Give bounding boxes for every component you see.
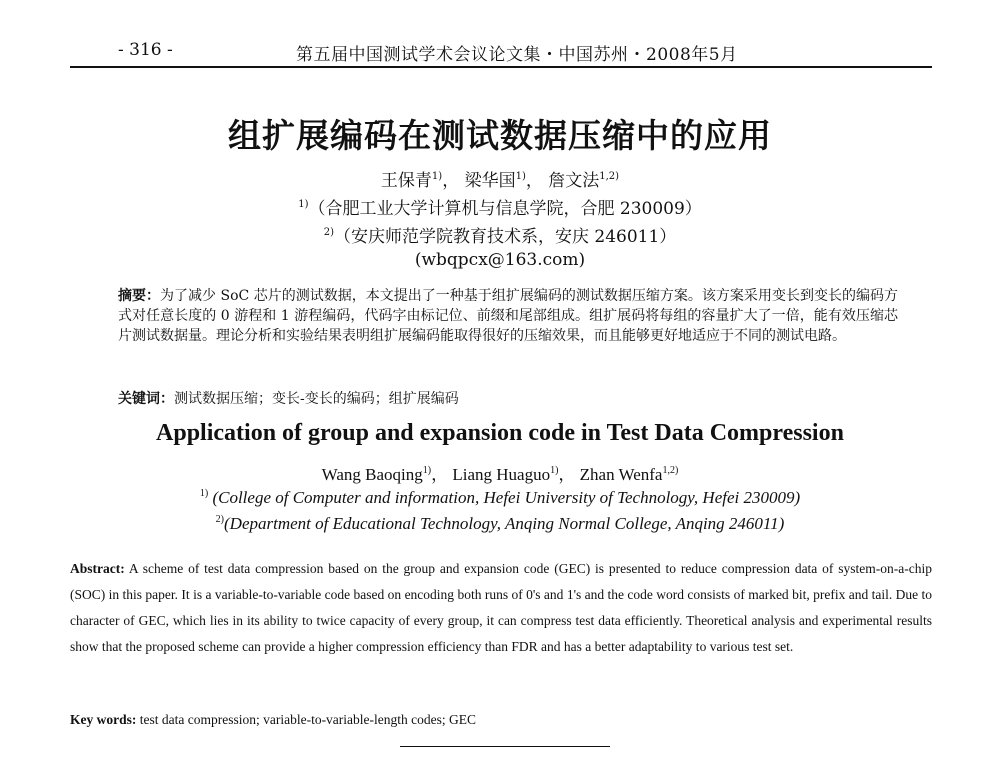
author-separator: ， — [431, 465, 449, 484]
affiliation-text: （合肥工业大学计算机与信息学院，合肥 230009） — [308, 199, 702, 219]
author-name: Liang Huaguo — [452, 465, 551, 484]
author-separator: ， — [558, 465, 576, 484]
author-name: 梁华国 — [464, 171, 516, 191]
author-separator: ， — [525, 171, 543, 191]
chinese-authors — [0, 166, 1000, 191]
english-abstract — [70, 556, 932, 660]
affiliation-sup: 1) — [298, 199, 309, 210]
author-email: (wbqpcx@163.com) — [414, 250, 586, 270]
chinese-abstract — [118, 286, 898, 346]
affiliation-text: (College of Computer and information, Hefei University of Technology, Hefei 230009) — [212, 488, 801, 507]
chinese-affiliation-2 — [0, 222, 1000, 247]
abstract-label: 摘要： — [118, 288, 161, 304]
keywords-label: 关键词： — [118, 391, 174, 407]
author-sup: 1) — [422, 465, 432, 476]
chinese-affiliation-1 — [0, 194, 1000, 219]
affiliation-sup: 2) — [215, 514, 224, 525]
author-name: Zhan Wenfa — [579, 465, 663, 484]
affiliation-text: (Department of Educational Technology, Anqing Normal College, Anqing 246011) — [224, 514, 785, 533]
journal-title: 第五届中国测试学术会议论文集・中国苏州・2008年5月 — [296, 45, 738, 65]
author-name: 王保青 — [380, 171, 432, 191]
keywords-text: test data compression; variable-to-variable-length codes; GEC — [139, 712, 477, 727]
page-number: - 316 - — [118, 40, 173, 60]
author-sup: 1,2) — [662, 465, 679, 476]
author-sup: 1,2) — [599, 171, 620, 182]
chinese-keywords — [118, 388, 898, 408]
keywords-label: Key words: — [70, 712, 137, 727]
page-header — [70, 36, 932, 68]
english-keywords — [70, 712, 932, 728]
author-sup: 1) — [550, 465, 559, 476]
affiliation-sup: 2) — [323, 227, 334, 238]
english-authors — [0, 460, 1000, 485]
english-affiliation-1 — [0, 488, 1000, 508]
abstract-text: A scheme of test data compression based on the group and expansion code (GEC) is presented to reduce compression data of system-on-a-chip (SOC) in this paper. It is a variable-to-variable code based on encoding both runs of 0's and 1's and the code word consists of marked bit, prefix and tail. Due to character of GEC, which lies in its ability to twice capacity of every group, it can compress test data efficiently. Theoretical analysis and experimental results show that the proposed scheme can provide a higher compression efficiency than FDR and has a better adaptability to various test set. — [70, 561, 932, 654]
author-sup: 1) — [431, 171, 443, 182]
abstract-label: Abstract: — [70, 561, 125, 576]
author-sup: 1) — [515, 171, 526, 182]
english-title: Application of group and expansion code in Test Data Compression — [156, 420, 844, 446]
author-separator: ， — [442, 171, 460, 191]
affiliation-sup: 1) — [199, 488, 209, 499]
english-affiliation-2 — [0, 514, 1000, 534]
affiliation-text: （安庆师范学院教育技术系，安庆 246011） — [333, 227, 677, 247]
keywords-text: 测试数据压缩；变长-变长的编码；组扩展编码 — [174, 391, 459, 407]
author-name: Wang Baoqing — [321, 465, 423, 484]
author-name: 詹文法 — [548, 171, 600, 191]
abstract-text: 为了减少 SoC 芯片的测试数据，本文提出了一种基于组扩展编码的测试数据压缩方案。该方案采用变长到变长的编码方式对任意长度的 0 游程和 1 游程编码，代码字由标记位、前缀和尾部组成。组扩展码将每组的容量扩大了一倍，能有效压缩芯片测试数据量。理论分析和实验结果表明组扩展编码能取得很好的压缩效果，而且能够更好地适应于不同的测试电路。 — [118, 288, 898, 344]
footnote-rule — [400, 746, 610, 747]
chinese-title: 组扩展编码在测试数据压缩中的应用 — [228, 116, 772, 155]
